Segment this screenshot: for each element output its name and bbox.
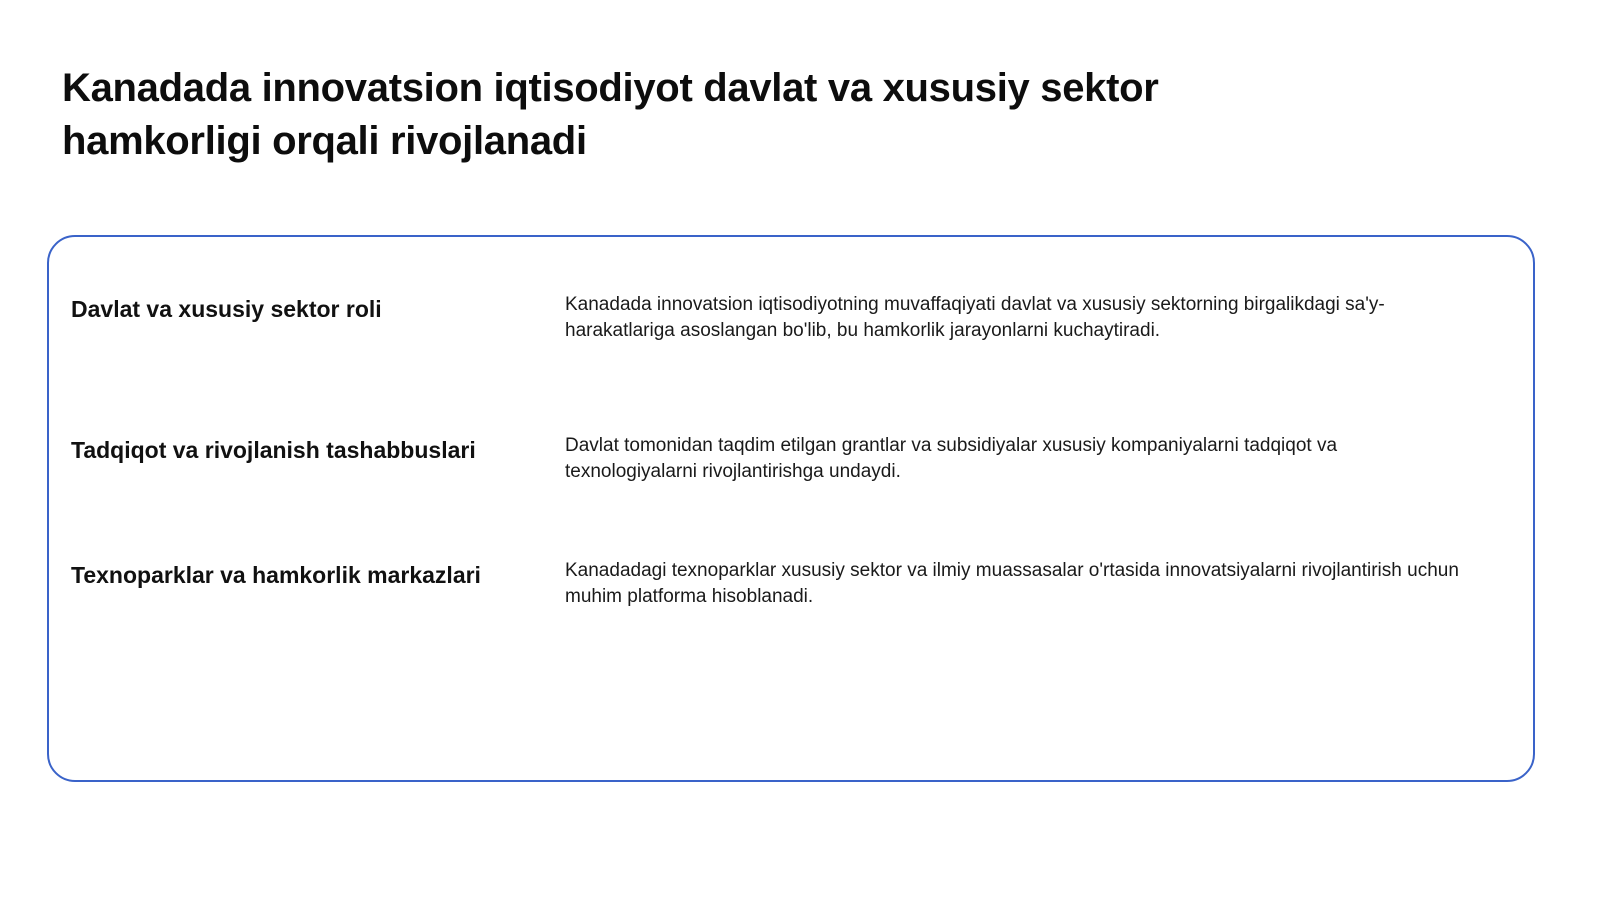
row-description: Davlat tomonidan taqdim etilgan grantlar va subsidiyalar xususiy kompaniyalarni tadqiqot va texnologiyalarni rivojlantirishga undaydi. — [565, 435, 1338, 482]
content-card — [47, 235, 1535, 782]
row-label: Texnoparklar va hamkorlik markazlari — [71, 562, 481, 588]
row-description: Kanadada innovatsion iqtisodiyotning muvaffaqiyati davlat va xususiy sektorning birgalikdagi sa'y-harakatlariga asoslangan bo'lib, bu hamkorlik jarayonlarni kuchaytiradi. — [565, 294, 1385, 341]
row-description: Kanadadagi texnoparklar xususiy sektor va ilmiy muassasalar o'rtasida innovatsiyalarni rivojlantirish uchun muhim platforma hisoblanadi. — [565, 560, 1459, 607]
row-label: Davlat va xususiy sektor roli — [71, 296, 382, 322]
slide-title: Kanadada innovatsion iqtisodiyot davlat va xususiy sektor hamkorligi orqali rivojlanadi — [62, 66, 1159, 163]
row-label: Tadqiqot va rivojlanish tashabbuslari — [71, 437, 476, 463]
